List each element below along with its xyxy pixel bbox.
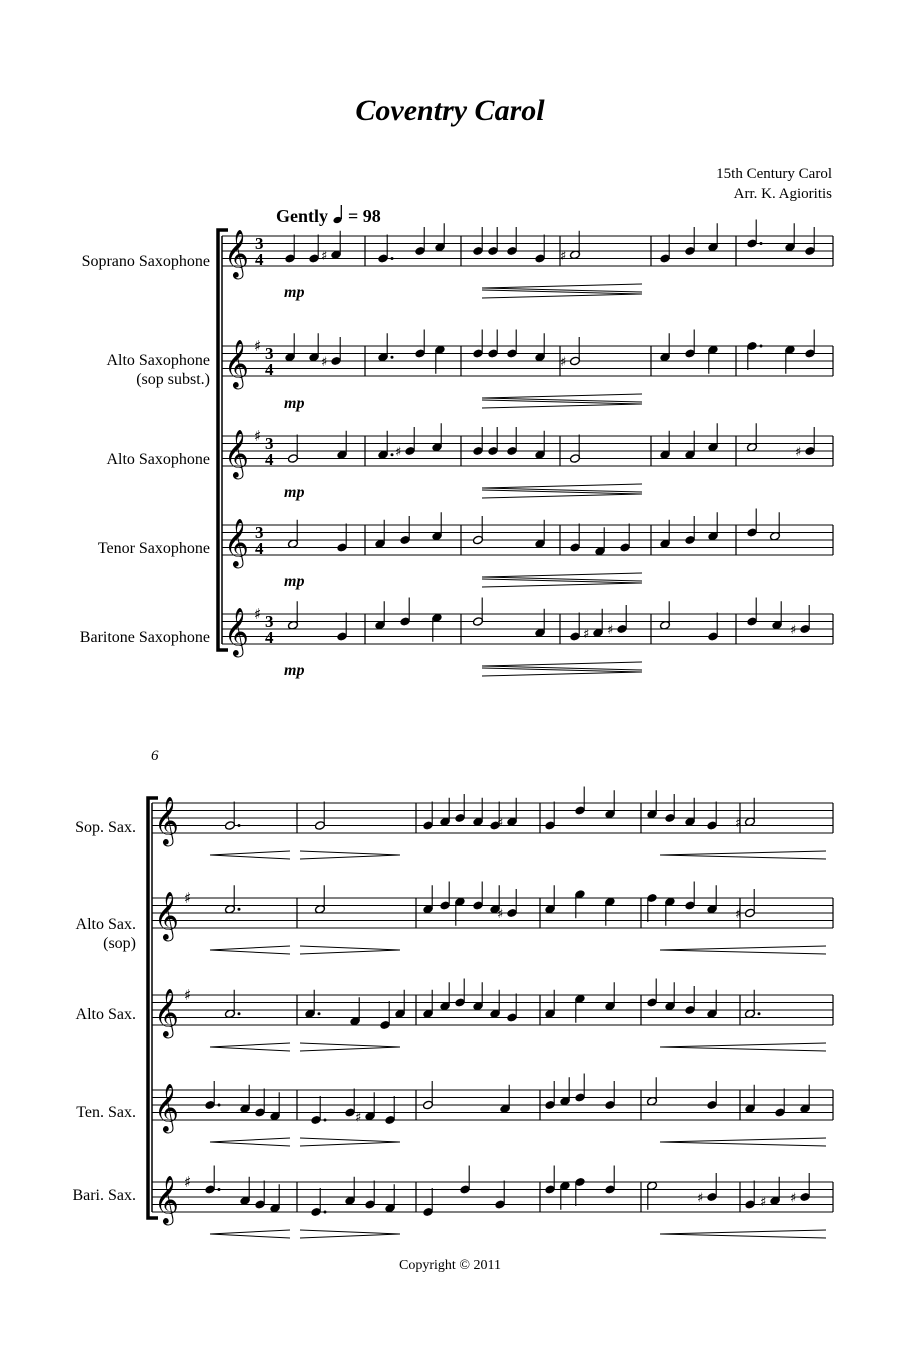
sharp-accidental: ♯ — [760, 1194, 767, 1210]
decrescendo-hairpin — [482, 668, 642, 672]
augmentation-dot — [324, 1211, 327, 1214]
crescendo-hairpin — [660, 851, 826, 855]
crescendo-hairpin — [210, 855, 290, 859]
decrescendo-hairpin — [300, 950, 400, 954]
crescendo-hairpin — [482, 284, 642, 288]
crescendo-hairpin — [210, 950, 290, 954]
instrument-label-alto-sop-subst: Alto Saxophone (sop subst.) — [106, 352, 210, 388]
decrescendo-hairpin — [482, 290, 642, 294]
crescendo-hairpin — [482, 288, 642, 292]
time-signature-bottom: 4 — [265, 450, 274, 469]
augmentation-dot — [391, 453, 394, 456]
treble-clef-icon: 𝄞 — [224, 338, 249, 388]
instrument-label-baritone: Baritone Saxophone — [79, 629, 210, 646]
sharp-accidental: ♯ — [790, 1191, 797, 1206]
time-signature-top: 3 — [265, 344, 274, 363]
crescendo-hairpin — [660, 855, 826, 859]
decrescendo-hairpin — [482, 579, 642, 583]
sharp-key-signature: ♯ — [184, 889, 192, 907]
crescendo-hairpin — [660, 1230, 826, 1234]
treble-clef-icon: 𝄞 — [154, 795, 179, 845]
crescendo-hairpin — [210, 1043, 290, 1047]
crescendo-hairpin — [482, 488, 642, 492]
decrescendo-hairpin — [300, 1142, 400, 1146]
sharp-accidental: ♯ — [355, 1110, 362, 1126]
crescendo-hairpin — [210, 851, 290, 855]
dynamic-mark: mp — [284, 284, 305, 301]
crescendo-hairpin — [660, 1043, 826, 1047]
composer-credit: 15th Century Carol — [716, 166, 832, 182]
score-title: Coventry Carol — [355, 94, 545, 127]
crescendo-hairpin — [482, 398, 642, 402]
decrescendo-hairpin — [482, 400, 642, 404]
crescendo-hairpin — [482, 577, 642, 581]
sharp-accidental: ♯ — [607, 623, 614, 638]
augmentation-dot — [324, 1119, 327, 1122]
sharp-accidental: ♯ — [697, 1191, 704, 1206]
sharp-accidental: ♯ — [321, 248, 328, 264]
crescendo-hairpin — [660, 1138, 826, 1142]
crescendo-hairpin — [660, 1142, 826, 1146]
time-signature-bottom: 4 — [255, 250, 264, 269]
treble-clef-icon: 𝄞 — [154, 1174, 179, 1224]
sharp-key-signature: ♯ — [184, 1173, 192, 1191]
instrument-label-tenor-short: Ten. Sax. — [76, 1104, 136, 1121]
augmentation-dot — [760, 242, 763, 245]
sharp-key-signature: ♯ — [254, 427, 262, 445]
decrescendo-hairpin — [300, 1230, 400, 1234]
decrescendo-hairpin — [300, 851, 400, 855]
augmentation-dot — [758, 1012, 761, 1015]
tempo-bpm: = 98 — [348, 206, 381, 226]
crescendo-hairpin — [210, 1142, 290, 1146]
augmentation-dot — [238, 824, 241, 827]
dynamic-mark: mp — [284, 395, 305, 412]
decrescendo-hairpin — [482, 490, 642, 494]
crescendo-hairpin — [210, 1230, 290, 1234]
sharp-key-signature: ♯ — [254, 337, 262, 355]
augmentation-dot — [391, 257, 394, 260]
crescendo-hairpin — [660, 1234, 826, 1238]
time-signature-top: 3 — [255, 234, 264, 253]
instrument-label-tenor: Tenor Saxophone — [97, 540, 210, 557]
sharp-accidental: ♯ — [321, 355, 328, 370]
crescendo-hairpin — [482, 662, 642, 666]
augmentation-dot — [238, 908, 241, 911]
treble-clef-icon: 𝄞 — [154, 1082, 179, 1132]
sharp-accidental: ♯ — [395, 445, 402, 460]
crescendo-hairpin — [210, 946, 290, 950]
time-signature-bottom: 4 — [265, 360, 274, 379]
treble-clef-icon: 𝄞 — [154, 987, 179, 1037]
measure-number: 6 — [151, 748, 159, 764]
sharp-accidental: ♯ — [795, 445, 802, 460]
decrescendo-hairpin — [300, 855, 400, 859]
augmentation-dot — [760, 345, 763, 348]
decrescendo-hairpin — [300, 1234, 400, 1238]
treble-clef-icon: 𝄞 — [224, 517, 249, 567]
instrument-label-soprano-short: Sop. Sax. — [75, 819, 136, 836]
sharp-accidental: ♯ — [735, 907, 742, 922]
decrescendo-hairpin — [482, 294, 642, 298]
sharp-key-signature: ♯ — [254, 605, 262, 623]
crescendo-hairpin — [482, 573, 642, 577]
instrument-label-alto-sop-short: Alto Sax. (sop) — [75, 916, 136, 952]
treble-clef-icon: 𝄞 — [224, 606, 249, 656]
sharp-accidental: ♯ — [560, 248, 567, 264]
decrescendo-hairpin — [482, 583, 642, 587]
instrument-label-alto: Alto Saxophone — [106, 451, 210, 468]
augmentation-dot — [238, 1012, 241, 1015]
treble-clef-icon: 𝄞 — [224, 228, 249, 278]
crescendo-hairpin — [210, 1047, 290, 1051]
crescendo-hairpin — [660, 950, 826, 954]
sharp-accidental: ♯ — [790, 623, 797, 638]
tempo-text: Gently — [276, 206, 328, 226]
treble-clef-icon: 𝄞 — [154, 890, 179, 940]
decrescendo-hairpin — [300, 1138, 400, 1142]
crescendo-hairpin — [660, 1047, 826, 1051]
time-signature-bottom: 4 — [265, 628, 274, 647]
crescendo-hairpin — [660, 946, 826, 950]
sharp-accidental: ♯ — [735, 815, 742, 831]
augmentation-dot — [218, 1188, 221, 1191]
instrument-label-baritone-short: Bari. Sax. — [72, 1187, 136, 1204]
sharp-accidental: ♯ — [497, 815, 504, 831]
decrescendo-hairpin — [300, 946, 400, 950]
instrument-label-soprano: Soprano Saxophone — [81, 253, 210, 270]
instrument-label-alto-short: Alto Sax. — [75, 1006, 136, 1023]
augmentation-dot — [218, 1104, 221, 1107]
crescendo-hairpin — [210, 1138, 290, 1142]
crescendo-hairpin — [482, 484, 642, 488]
crescendo-hairpin — [482, 666, 642, 670]
time-signature-top: 3 — [265, 434, 274, 453]
copyright-notice: Copyright © 2011 — [399, 1258, 501, 1273]
time-signature-top: 3 — [255, 523, 264, 542]
time-signature-top: 3 — [265, 612, 274, 631]
augmentation-dot — [391, 356, 394, 359]
dynamic-mark: mp — [284, 573, 305, 590]
sharp-accidental: ♯ — [497, 907, 504, 922]
augmentation-dot — [318, 1012, 321, 1015]
sharp-key-signature: ♯ — [184, 986, 192, 1004]
time-signature-bottom: 4 — [255, 539, 264, 558]
sharp-accidental: ♯ — [583, 626, 590, 642]
dynamic-mark: mp — [284, 662, 305, 679]
treble-clef-icon: 𝄞 — [224, 428, 249, 478]
arranger-credit: Arr. K. Agioritis — [733, 186, 832, 202]
crescendo-hairpin — [210, 1234, 290, 1238]
decrescendo-hairpin — [482, 404, 642, 408]
crescendo-hairpin — [482, 394, 642, 398]
dynamic-mark: mp — [284, 484, 305, 501]
decrescendo-hairpin — [300, 1047, 400, 1051]
decrescendo-hairpin — [482, 672, 642, 676]
sharp-accidental: ♯ — [560, 355, 567, 370]
decrescendo-hairpin — [482, 494, 642, 498]
decrescendo-hairpin — [300, 1043, 400, 1047]
